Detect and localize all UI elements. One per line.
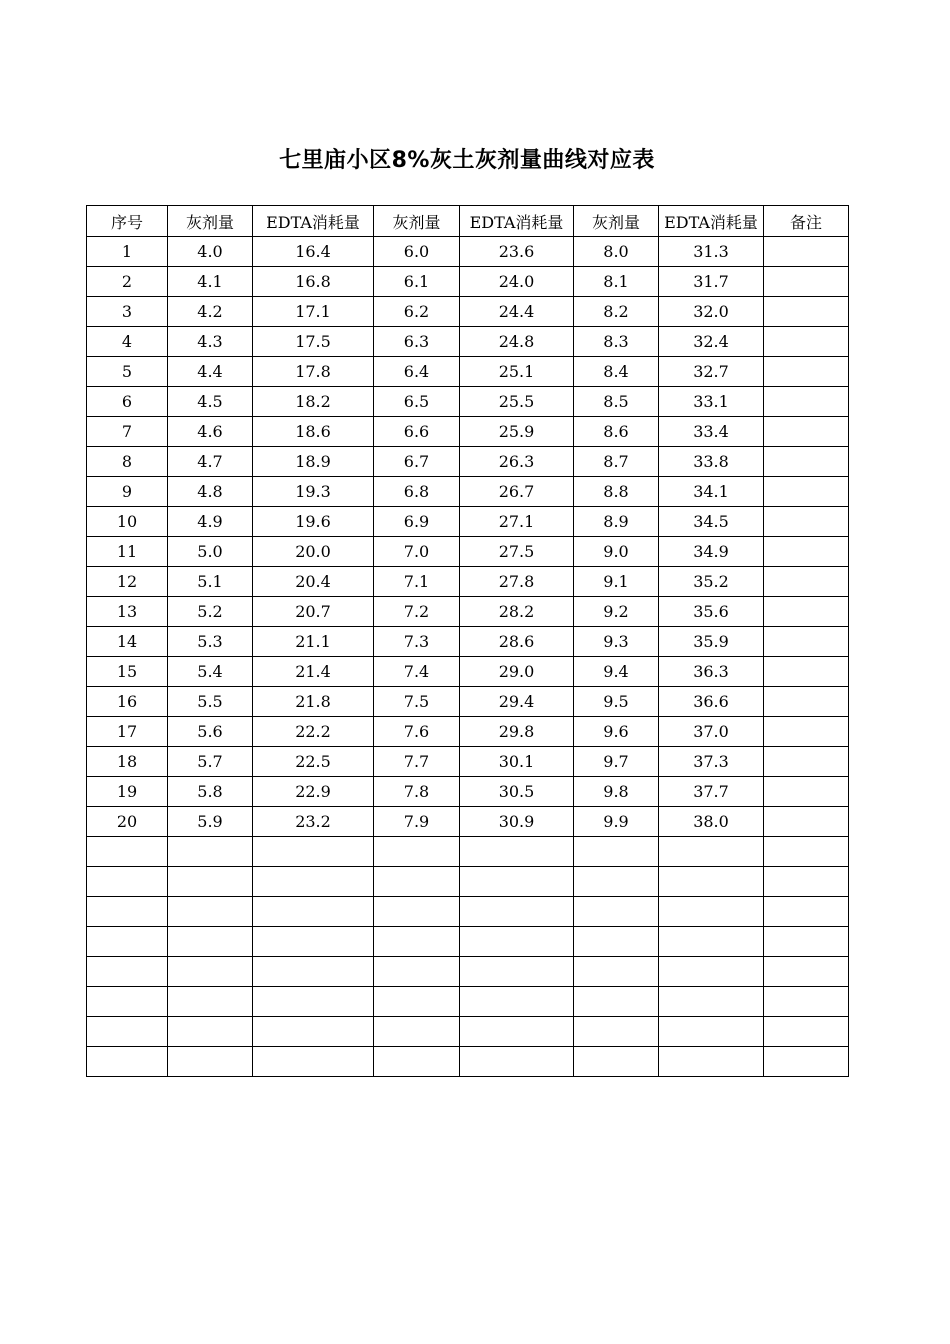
- cell-dosage: 5.6: [168, 717, 253, 747]
- cell-dosage: 6.8: [374, 477, 460, 507]
- cell-edta: 25.1: [460, 357, 574, 387]
- cell-dosage: 9.1: [574, 567, 659, 597]
- cell-edta: 25.9: [460, 417, 574, 447]
- cell-dosage: [574, 897, 659, 927]
- cell-dosage: 7.8: [374, 777, 460, 807]
- table-row: [87, 567, 849, 597]
- cell-edta: [460, 897, 574, 927]
- cell-edta: 33.4: [659, 417, 764, 447]
- cell-dosage: 7.0: [374, 537, 460, 567]
- cell-edta: 31.3: [659, 237, 764, 267]
- cell-index: 17: [87, 717, 168, 747]
- cell-edta: 21.8: [253, 687, 374, 717]
- cell-index: 4: [87, 327, 168, 357]
- cell-dosage: 8.8: [574, 477, 659, 507]
- table-row: [87, 687, 849, 717]
- cell-dosage: 8.2: [574, 297, 659, 327]
- cell-edta: 17.1: [253, 297, 374, 327]
- cell-dosage: 5.5: [168, 687, 253, 717]
- cell-remarks: [764, 687, 849, 717]
- cell-edta: 32.0: [659, 297, 764, 327]
- cell-dosage: [574, 837, 659, 867]
- cell-edta: 34.5: [659, 507, 764, 537]
- cell-edta: 31.7: [659, 267, 764, 297]
- cell-edta: 36.3: [659, 657, 764, 687]
- cell-dosage: 5.2: [168, 597, 253, 627]
- cell-remarks: [764, 387, 849, 417]
- cell-dosage: [574, 957, 659, 987]
- cell-index: 6: [87, 387, 168, 417]
- cell-index: 13: [87, 597, 168, 627]
- cell-edta: [253, 1017, 374, 1047]
- cell-edta: 23.2: [253, 807, 374, 837]
- cell-edta: [659, 1047, 764, 1077]
- table-row: [87, 867, 849, 897]
- cell-dosage: 7.3: [374, 627, 460, 657]
- cell-dosage: 6.2: [374, 297, 460, 327]
- cell-dosage: 6.7: [374, 447, 460, 477]
- cell-edta: [253, 1047, 374, 1077]
- cell-index: [87, 897, 168, 927]
- cell-edta: 19.6: [253, 507, 374, 537]
- cell-edta: [460, 837, 574, 867]
- cell-edta: 21.4: [253, 657, 374, 687]
- table-row: [87, 537, 849, 567]
- cell-index: 7: [87, 417, 168, 447]
- column-header-dosage-3: 灰剂量: [574, 206, 659, 237]
- cell-edta: [659, 897, 764, 927]
- cell-edta: 35.9: [659, 627, 764, 657]
- cell-edta: 16.4: [253, 237, 374, 267]
- cell-edta: 17.8: [253, 357, 374, 387]
- cell-dosage: 8.4: [574, 357, 659, 387]
- cell-remarks: [764, 447, 849, 477]
- cell-edta: 34.1: [659, 477, 764, 507]
- cell-dosage: 4.1: [168, 267, 253, 297]
- cell-index: 14: [87, 627, 168, 657]
- cell-edta: 19.3: [253, 477, 374, 507]
- cell-dosage: [574, 1047, 659, 1077]
- cell-dosage: 8.5: [574, 387, 659, 417]
- cell-index: 15: [87, 657, 168, 687]
- cell-dosage: [374, 867, 460, 897]
- cell-edta: [460, 957, 574, 987]
- cell-index: [87, 867, 168, 897]
- cell-remarks: [764, 597, 849, 627]
- cell-index: 1: [87, 237, 168, 267]
- column-header-index: 序号: [87, 206, 168, 237]
- table-row: [87, 1017, 849, 1047]
- cell-dosage: 7.9: [374, 807, 460, 837]
- cell-remarks: [764, 897, 849, 927]
- cell-edta: [253, 987, 374, 1017]
- table-row: [87, 657, 849, 687]
- cell-dosage: 6.9: [374, 507, 460, 537]
- cell-remarks: [764, 747, 849, 777]
- cell-dosage: 4.9: [168, 507, 253, 537]
- cell-edta: 22.5: [253, 747, 374, 777]
- data-table: [86, 205, 849, 1077]
- cell-edta: 18.9: [253, 447, 374, 477]
- cell-dosage: [374, 1017, 460, 1047]
- cell-edta: 33.1: [659, 387, 764, 417]
- table-row: [87, 717, 849, 747]
- cell-index: [87, 1017, 168, 1047]
- cell-edta: 22.2: [253, 717, 374, 747]
- cell-edta: [659, 867, 764, 897]
- cell-dosage: 9.6: [574, 717, 659, 747]
- column-header-dosage-2: 灰剂量: [374, 206, 460, 237]
- cell-edta: 21.1: [253, 627, 374, 657]
- cell-edta: 20.0: [253, 537, 374, 567]
- cell-index: [87, 957, 168, 987]
- cell-dosage: 7.5: [374, 687, 460, 717]
- cell-edta: 20.7: [253, 597, 374, 627]
- cell-dosage: 7.2: [374, 597, 460, 627]
- cell-dosage: 7.6: [374, 717, 460, 747]
- cell-dosage: 9.4: [574, 657, 659, 687]
- cell-edta: [253, 897, 374, 927]
- cell-edta: 24.8: [460, 327, 574, 357]
- cell-edta: 25.5: [460, 387, 574, 417]
- cell-dosage: 7.1: [374, 567, 460, 597]
- cell-edta: 29.4: [460, 687, 574, 717]
- cell-index: 20: [87, 807, 168, 837]
- cell-edta: 23.6: [460, 237, 574, 267]
- cell-dosage: 6.1: [374, 267, 460, 297]
- cell-dosage: [168, 837, 253, 867]
- cell-dosage: 5.4: [168, 657, 253, 687]
- cell-index: 2: [87, 267, 168, 297]
- cell-edta: [460, 987, 574, 1017]
- cell-dosage: 4.7: [168, 447, 253, 477]
- cell-remarks: [764, 267, 849, 297]
- table-row: [87, 747, 849, 777]
- table-row: [87, 927, 849, 957]
- column-header-dosage-1: 灰剂量: [168, 206, 253, 237]
- cell-dosage: 8.3: [574, 327, 659, 357]
- cell-index: 8: [87, 447, 168, 477]
- cell-dosage: [574, 927, 659, 957]
- cell-dosage: 5.1: [168, 567, 253, 597]
- cell-index: 16: [87, 687, 168, 717]
- table-row: [87, 597, 849, 627]
- cell-dosage: 8.7: [574, 447, 659, 477]
- table-body: [87, 237, 849, 1077]
- cell-edta: [253, 837, 374, 867]
- cell-dosage: 4.2: [168, 297, 253, 327]
- cell-dosage: [374, 927, 460, 957]
- cell-edta: 37.3: [659, 747, 764, 777]
- cell-index: 10: [87, 507, 168, 537]
- cell-remarks: [764, 507, 849, 537]
- cell-dosage: 9.8: [574, 777, 659, 807]
- cell-dosage: [168, 987, 253, 1017]
- table-row: [87, 327, 849, 357]
- cell-edta: 26.7: [460, 477, 574, 507]
- column-header-edta-1: EDTA消耗量: [253, 206, 374, 237]
- cell-edta: [460, 1017, 574, 1047]
- cell-dosage: 9.5: [574, 687, 659, 717]
- cell-edta: 33.8: [659, 447, 764, 477]
- cell-dosage: [168, 867, 253, 897]
- cell-dosage: [374, 897, 460, 927]
- cell-edta: [659, 957, 764, 987]
- table-row: [87, 1047, 849, 1077]
- cell-dosage: 4.6: [168, 417, 253, 447]
- cell-edta: 22.9: [253, 777, 374, 807]
- table-row: [87, 987, 849, 1017]
- cell-dosage: 9.7: [574, 747, 659, 777]
- cell-dosage: 6.4: [374, 357, 460, 387]
- cell-remarks: [764, 357, 849, 387]
- table-row: [87, 507, 849, 537]
- cell-edta: 28.6: [460, 627, 574, 657]
- column-header-edta-3: EDTA消耗量: [659, 206, 764, 237]
- cell-edta: 27.5: [460, 537, 574, 567]
- table-row: [87, 627, 849, 657]
- cell-index: 19: [87, 777, 168, 807]
- table-row: [87, 357, 849, 387]
- table-row: [87, 897, 849, 927]
- cell-dosage: 5.3: [168, 627, 253, 657]
- cell-dosage: 5.8: [168, 777, 253, 807]
- cell-remarks: [764, 1017, 849, 1047]
- cell-edta: 38.0: [659, 807, 764, 837]
- cell-dosage: [574, 987, 659, 1017]
- cell-dosage: 4.3: [168, 327, 253, 357]
- table-row: [87, 417, 849, 447]
- cell-edta: 29.8: [460, 717, 574, 747]
- cell-remarks: [764, 1047, 849, 1077]
- table-row: [87, 267, 849, 297]
- cell-dosage: 4.5: [168, 387, 253, 417]
- cell-index: [87, 837, 168, 867]
- cell-edta: 36.6: [659, 687, 764, 717]
- cell-index: [87, 1047, 168, 1077]
- cell-dosage: 9.9: [574, 807, 659, 837]
- cell-dosage: [168, 897, 253, 927]
- column-header-edta-2: EDTA消耗量: [460, 206, 574, 237]
- cell-remarks: [764, 327, 849, 357]
- cell-dosage: [168, 927, 253, 957]
- cell-dosage: 5.0: [168, 537, 253, 567]
- cell-edta: [253, 957, 374, 987]
- cell-remarks: [764, 987, 849, 1017]
- cell-edta: 27.8: [460, 567, 574, 597]
- cell-remarks: [764, 657, 849, 687]
- cell-dosage: 6.5: [374, 387, 460, 417]
- cell-edta: [253, 867, 374, 897]
- cell-edta: 32.7: [659, 357, 764, 387]
- cell-edta: [659, 927, 764, 957]
- cell-index: 3: [87, 297, 168, 327]
- cell-dosage: [574, 1017, 659, 1047]
- column-header-remarks: 备注: [764, 206, 849, 237]
- cell-remarks: [764, 717, 849, 747]
- cell-edta: 26.3: [460, 447, 574, 477]
- cell-dosage: [374, 837, 460, 867]
- cell-dosage: 5.9: [168, 807, 253, 837]
- cell-edta: 30.5: [460, 777, 574, 807]
- cell-dosage: [574, 867, 659, 897]
- cell-index: 9: [87, 477, 168, 507]
- cell-dosage: 9.2: [574, 597, 659, 627]
- cell-dosage: 8.9: [574, 507, 659, 537]
- cell-dosage: 4.4: [168, 357, 253, 387]
- cell-edta: 24.0: [460, 267, 574, 297]
- cell-edta: 16.8: [253, 267, 374, 297]
- cell-remarks: [764, 627, 849, 657]
- cell-index: 12: [87, 567, 168, 597]
- cell-dosage: 6.6: [374, 417, 460, 447]
- table-row: [87, 957, 849, 987]
- cell-remarks: [764, 537, 849, 567]
- cell-edta: [659, 987, 764, 1017]
- cell-dosage: [374, 957, 460, 987]
- cell-dosage: 8.1: [574, 267, 659, 297]
- table-header-row: [87, 206, 849, 237]
- cell-index: [87, 927, 168, 957]
- cell-dosage: 8.6: [574, 417, 659, 447]
- cell-remarks: [764, 477, 849, 507]
- cell-edta: 32.4: [659, 327, 764, 357]
- table-row: [87, 237, 849, 267]
- cell-edta: 28.2: [460, 597, 574, 627]
- cell-edta: 30.9: [460, 807, 574, 837]
- table-row: [87, 477, 849, 507]
- cell-remarks: [764, 297, 849, 327]
- cell-index: 5: [87, 357, 168, 387]
- cell-edta: 24.4: [460, 297, 574, 327]
- table-row: [87, 777, 849, 807]
- cell-index: [87, 987, 168, 1017]
- cell-edta: 37.0: [659, 717, 764, 747]
- cell-edta: 35.6: [659, 597, 764, 627]
- cell-edta: [460, 927, 574, 957]
- cell-dosage: [168, 1017, 253, 1047]
- cell-edta: 30.1: [460, 747, 574, 777]
- cell-dosage: 9.3: [574, 627, 659, 657]
- cell-dosage: [168, 957, 253, 987]
- cell-dosage: 8.0: [574, 237, 659, 267]
- cell-remarks: [764, 867, 849, 897]
- cell-dosage: 4.8: [168, 477, 253, 507]
- cell-edta: [253, 927, 374, 957]
- cell-remarks: [764, 417, 849, 447]
- cell-edta: 17.5: [253, 327, 374, 357]
- cell-dosage: 5.7: [168, 747, 253, 777]
- cell-edta: [659, 1017, 764, 1047]
- cell-edta: 18.2: [253, 387, 374, 417]
- cell-remarks: [764, 927, 849, 957]
- cell-edta: [460, 1047, 574, 1077]
- cell-dosage: 4.0: [168, 237, 253, 267]
- cell-edta: 27.1: [460, 507, 574, 537]
- cell-dosage: 9.0: [574, 537, 659, 567]
- cell-edta: 18.6: [253, 417, 374, 447]
- cell-edta: 34.9: [659, 537, 764, 567]
- cell-dosage: 6.0: [374, 237, 460, 267]
- cell-dosage: [168, 1047, 253, 1077]
- cell-edta: 37.7: [659, 777, 764, 807]
- cell-index: 18: [87, 747, 168, 777]
- cell-index: 11: [87, 537, 168, 567]
- cell-dosage: [374, 987, 460, 1017]
- cell-remarks: [764, 237, 849, 267]
- cell-dosage: 6.3: [374, 327, 460, 357]
- cell-remarks: [764, 957, 849, 987]
- cell-dosage: 7.7: [374, 747, 460, 777]
- cell-edta: 29.0: [460, 657, 574, 687]
- cell-remarks: [764, 567, 849, 597]
- table-row: [87, 387, 849, 417]
- cell-dosage: [374, 1047, 460, 1077]
- cell-remarks: [764, 807, 849, 837]
- cell-dosage: 7.4: [374, 657, 460, 687]
- cell-edta: 35.2: [659, 567, 764, 597]
- table-row: [87, 807, 849, 837]
- table-row: [87, 837, 849, 867]
- page-title: 七里庙小区8%灰土灰剂量曲线对应表: [279, 148, 655, 173]
- table-row: [87, 297, 849, 327]
- table-row: [87, 447, 849, 477]
- cell-remarks: [764, 837, 849, 867]
- cell-edta: 20.4: [253, 567, 374, 597]
- cell-edta: [460, 867, 574, 897]
- cell-remarks: [764, 777, 849, 807]
- cell-edta: [659, 837, 764, 867]
